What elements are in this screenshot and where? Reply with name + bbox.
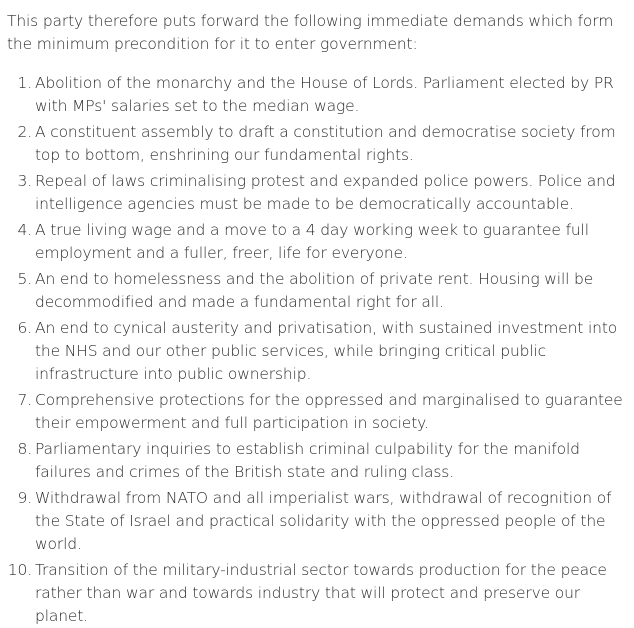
list-item-text: Comprehensive protections for the oppressed and marginalised to guarantee their empowerment and full participation in society. (35, 391, 623, 432)
list-item-number: 6. (17, 319, 32, 337)
list-item (7, 559, 628, 628)
list-item-text: A constituent assembly to draft a constitution and democratise society from top to bottom, enshrining our fundamental rights. (35, 123, 616, 164)
list-item-number: 2. (17, 123, 32, 141)
list-item-number: 4. (17, 221, 32, 239)
list-item (7, 219, 628, 265)
list-item-number: 3. (17, 172, 32, 190)
list-item (7, 317, 628, 386)
list-item (7, 170, 628, 216)
list-item-text: An end to homelessness and the abolition of private rent. Housing will be decommodified and made a fundamental right for all. (35, 270, 594, 311)
demands-list (7, 72, 628, 628)
list-item-number: 7. (17, 391, 32, 409)
list-item (7, 121, 628, 167)
list-item-number: 8. (17, 440, 32, 458)
list-item-text: Repeal of laws criminalising protest and expanded police powers. Police and intelligence agencies must be made to be democratically accountable. (35, 172, 616, 213)
list-item (7, 389, 628, 435)
list-item (7, 438, 628, 484)
list-item-number: 5. (17, 270, 32, 288)
list-item-text: Transition of the military-industrial sector towards production for the peace rather than war and towards industry that will protect and preserve our planet. (35, 561, 607, 625)
list-item (7, 487, 628, 556)
list-item-text: A true living wage and a move to a 4 day working week to guarantee full employment and a fuller, freer, life for everyone. (35, 221, 589, 262)
list-item-text: Abolition of the monarchy and the House of Lords. Parliament elected by PR with MPs' salaries set to the median wage. (35, 74, 614, 115)
list-item (7, 268, 628, 314)
list-item (7, 72, 628, 118)
list-item-text: Parliamentary inquiries to establish criminal culpability for the manifold failures and crimes of the British state and ruling class. (35, 440, 580, 481)
list-item-number: 9. (17, 489, 32, 507)
list-item-text: Withdrawal from NATO and all imperialist wars, withdrawal of recognition of the State of Israel and practical solidarity with the oppressed people of the world. (35, 489, 612, 553)
list-item-text: An end to cynical austerity and privatisation, with sustained investment into the NHS and our other public services, while bringing critical public infrastructure into public ownership. (35, 319, 618, 383)
list-item-number: 1. (17, 74, 32, 92)
intro-paragraph: This party therefore puts forward the following immediate demands which form the minimum precondition for it to enter government: (7, 12, 614, 53)
list-item-number: 10. (7, 561, 32, 579)
